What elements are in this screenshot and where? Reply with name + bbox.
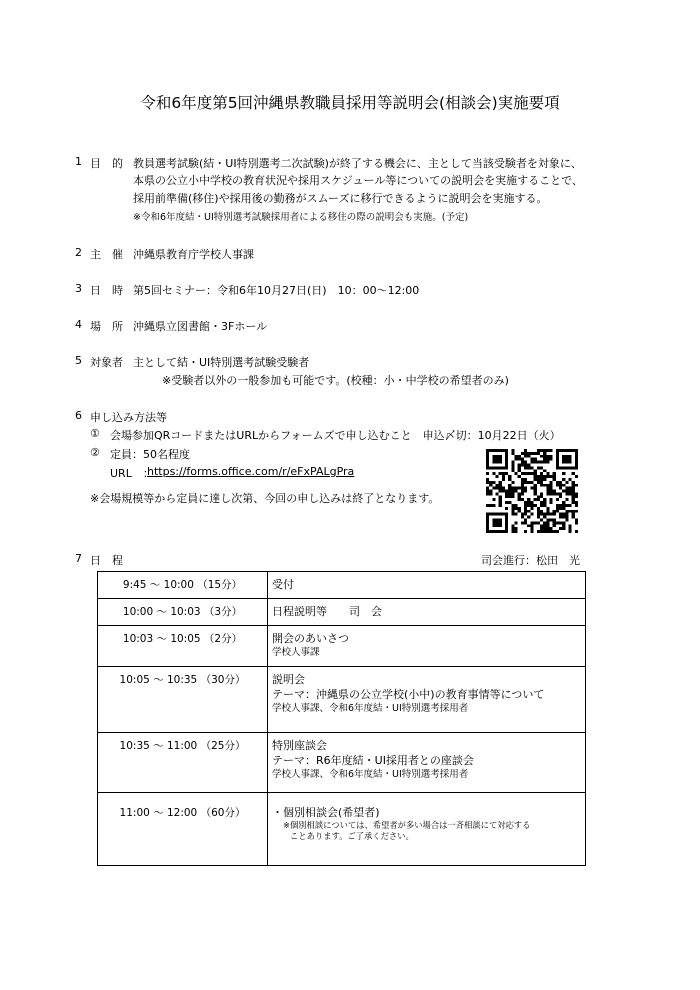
schedule-row bbox=[98, 667, 586, 733]
application-item-1: 会場参加QRコードまたはURLからフォームズで申し込むこと 申込〆切：10月22日（火） bbox=[110, 429, 561, 442]
schedule-line: 開会のあいさつ bbox=[272, 632, 349, 645]
schedule-content bbox=[268, 667, 586, 733]
schedule-time: 10:35 ～ 11:00 （25分） bbox=[98, 733, 268, 793]
section-2-label: 主 催 bbox=[90, 248, 123, 261]
schedule-content bbox=[268, 733, 586, 793]
schedule-sub-line: 学校人事課、令和6年度結・UI特別選考採用者 bbox=[272, 703, 469, 714]
schedule-row bbox=[98, 626, 586, 667]
schedule-note-line: ※個別相談については、希望者が多い場合は一斉相談にて対応する bbox=[283, 820, 531, 830]
section-3-number: 3 bbox=[75, 282, 82, 295]
url-label: URL ： bbox=[110, 467, 154, 480]
schedule-row bbox=[98, 572, 586, 599]
date-value: 第5回セミナー：令和6年10月27日(日) 10：00～12:00 bbox=[133, 284, 420, 297]
schedule-time: 11:00 ～ 12:00 （60分） bbox=[98, 793, 268, 866]
section-2-number: 2 bbox=[75, 246, 82, 259]
purpose-line-1: 教員選考試験(結・UI特別選考二次試験)が終了する機会に、主として当該受験者を対象に、 bbox=[133, 157, 582, 170]
schedule-line: 特別座談会 bbox=[272, 739, 327, 752]
schedule-content bbox=[268, 793, 586, 866]
purpose-line-2: 本県の公立小中学校の教育状況や採用スケジュール等についての説明会を実施することで、 bbox=[133, 174, 583, 187]
section-3-label: 日 時 bbox=[90, 284, 123, 297]
schedule-row bbox=[98, 793, 586, 866]
section-7-label: 日 程 bbox=[90, 554, 123, 567]
application-url-link[interactable]: https://forms.office.com/r/eFxPALgPra bbox=[147, 465, 355, 478]
schedule-line: 日程説明等 司 会 bbox=[272, 605, 382, 618]
schedule-line: テーマ：沖縄県の公立学校(小中)の教育事情等について bbox=[272, 688, 545, 701]
schedule-table bbox=[97, 571, 586, 866]
schedule-time: 9:45 ～ 10:00 （15分） bbox=[98, 572, 268, 599]
section-5-number: 5 bbox=[75, 354, 82, 367]
schedule-content bbox=[268, 599, 586, 626]
schedule-line: 受付 bbox=[272, 578, 294, 591]
schedule-note-line: ことあります。ご了承ください。 bbox=[290, 831, 414, 841]
schedule-time: 10:00 ～ 10:03 （3分） bbox=[98, 599, 268, 626]
schedule-line: テーマ：R6年度結・UI採用者との座談会 bbox=[272, 754, 474, 767]
schedule-content bbox=[268, 626, 586, 667]
schedule-row bbox=[98, 733, 586, 793]
section-4-label: 場 所 bbox=[90, 320, 123, 333]
organizer-value: 沖縄県教育庁学校人事課 bbox=[133, 248, 254, 261]
schedule-time: 10:05 ～ 10:35 （30分） bbox=[98, 667, 268, 733]
mc-name: 司会進行：松田 光 bbox=[481, 554, 580, 567]
application-item-2-mark: ② bbox=[90, 446, 100, 459]
section-4-number: 4 bbox=[75, 318, 82, 331]
purpose-line-3: 採用前準備(移住)や採用後の勤務がスムーズに移行できるように説明会を実施する。 bbox=[133, 192, 548, 205]
application-item-1-mark: ① bbox=[90, 427, 100, 440]
application-item-2: 定員：50名程度 bbox=[110, 448, 190, 461]
schedule-row bbox=[98, 599, 586, 626]
target-value: 主として結・UI特別選考試験受験者 bbox=[133, 356, 310, 369]
section-6-label: 申し込み方法等 bbox=[90, 411, 167, 424]
schedule-time: 10:03 ～ 10:05 （2分） bbox=[98, 626, 268, 667]
schedule-content bbox=[268, 572, 586, 599]
application-note: ※会場規模等から定員に達し次第、今回の申し込みは終了となります。 bbox=[90, 492, 440, 505]
purpose-note: ※令和6年度結・UI特別選考試験採用者による移住の際の説明会も実施。(予定) bbox=[133, 212, 469, 223]
schedule-line: 説明会 bbox=[272, 673, 305, 686]
page-title: 令和6年度第5回沖縄県教職員採用等説明会(相談会)実施要項 bbox=[140, 94, 560, 112]
target-note: ※受験者以外の一般参加も可能です。(校種：小・中学校の希望者のみ) bbox=[162, 374, 509, 387]
section-6-number: 6 bbox=[75, 409, 82, 422]
section-5-label: 対象者 bbox=[90, 356, 123, 369]
schedule-sub-line: 学校人事課、令和6年度結・UI特別選考採用者 bbox=[272, 769, 469, 780]
section-1-number: 1 bbox=[75, 155, 82, 168]
venue-value: 沖縄県立図書館・3Fホール bbox=[133, 320, 268, 333]
section-1-label: 目 的 bbox=[90, 157, 123, 170]
section-7-number: 7 bbox=[75, 552, 82, 565]
schedule-line: ・個別相談会(希望者) bbox=[272, 806, 380, 819]
qr-code-image[interactable] bbox=[486, 449, 578, 533]
schedule-sub-line: 学校人事課 bbox=[272, 647, 320, 658]
